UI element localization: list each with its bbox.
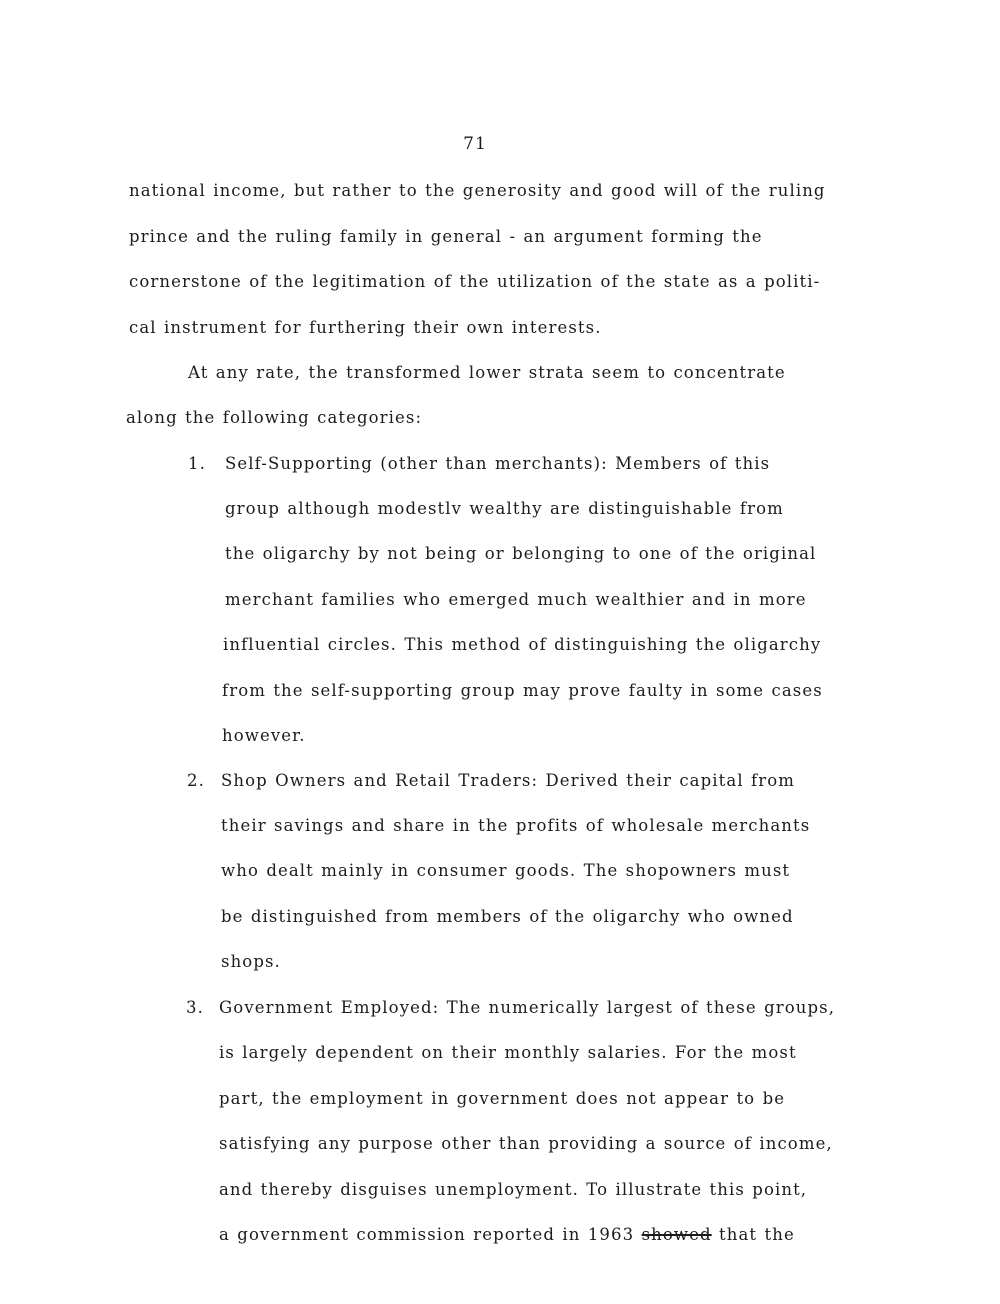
text-line: who dealt mainly in consumer goods. The shopowners must	[221, 861, 791, 880]
text-line: is largely dependent on their monthly salaries. For the most	[219, 1043, 797, 1062]
text-line: satisfying any purpose other than providing a source of income,	[219, 1134, 833, 1153]
list-marker: 1.	[188, 454, 206, 473]
text-line: prince and the ruling family in general - an argument forming the	[129, 227, 763, 246]
text-line: influential circles. This method of distinguishing the oligarchy	[223, 635, 822, 654]
text-line: cornerstone of the legitimation of the utilization of the state as a politi-	[129, 272, 821, 291]
text-line: cal instrument for furthering their own interests.	[129, 318, 602, 337]
text-line: shops.	[221, 952, 281, 971]
list-marker: 2.	[187, 771, 205, 790]
text-line: their savings and share in the profits of wholesale merchants	[221, 816, 811, 835]
text-line: group although modestlv wealthy are distinguishable from	[225, 499, 784, 518]
text-span: that the	[711, 1225, 795, 1244]
text-line: and thereby disguises unemployment. To illustrate this point,	[219, 1180, 808, 1199]
text-line: however.	[222, 726, 306, 745]
text-line: along the following categories:	[126, 408, 423, 427]
list-marker: 3.	[186, 998, 204, 1017]
struck-word: showed	[641, 1225, 712, 1244]
text-line: be distinguished from members of the oligarchy who owned	[221, 907, 794, 926]
text-span: a government commission reported in 1963	[219, 1225, 642, 1244]
text-line: Government Employed: The numerically largest of these groups,	[219, 998, 836, 1017]
text-line: Self-Supporting (other than merchants): Members of this	[225, 454, 771, 473]
text-line: part, the employment in government does not appear to be	[219, 1089, 786, 1108]
text-line: merchant families who emerged much wealthier and in more	[225, 590, 807, 609]
text-line: Shop Owners and Retail Traders: Derived their capital from	[221, 771, 796, 790]
text-line	[219, 1225, 795, 1245]
text-line: from the self-supporting group may prove faulty in some cases	[222, 681, 823, 700]
text-line: national income, but rather to the generosity and good will of the ruling	[129, 181, 826, 200]
page-number: 71	[463, 134, 487, 154]
text-line: At any rate, the transformed lower strata seem to concentrate	[188, 363, 786, 382]
text-line: the oligarchy by not being or belonging to one of the original	[225, 544, 817, 563]
